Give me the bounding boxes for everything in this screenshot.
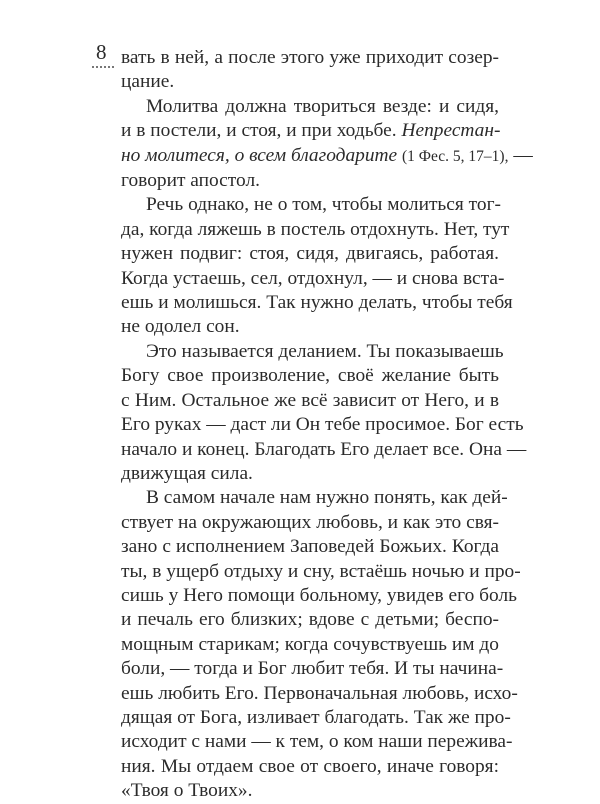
text-line bbox=[121, 119, 499, 143]
scripture-quote: но молитеся, о всем благодарите bbox=[121, 144, 398, 166]
text-line: ешь любить Его. Первоначальная любовь, исхо- bbox=[121, 682, 518, 704]
text-line: Речь однако, не о том, чтобы молиться тог- bbox=[146, 194, 501, 216]
text-line: «Твоя о Твоих». bbox=[121, 780, 253, 802]
text-line: с Ним. Остальное же всё зависит от Него, и в bbox=[121, 389, 499, 411]
text-line: движущая сила. bbox=[121, 462, 253, 484]
text-line: и печаль его близких; вдове с детьми; беспо- bbox=[121, 609, 499, 631]
text-line: вать в ней, а после этого уже приходит созер- bbox=[121, 47, 499, 68]
text-line: не одолел сон. bbox=[121, 316, 240, 338]
paragraph-2 bbox=[121, 95, 533, 194]
text-line: ния. Мы отдаем свое от своего, иначе говоря: bbox=[121, 755, 499, 777]
paragraph-1 bbox=[121, 46, 499, 95]
text-line: В самом начале нам нужно понять, как дей- bbox=[146, 487, 508, 509]
page-number: 8 bbox=[96, 40, 107, 64]
text-line: говорит апостол. bbox=[121, 170, 260, 192]
text-line: ешь и молишься. Так нужно делать, чтобы тебя bbox=[121, 292, 513, 314]
text-body bbox=[121, 46, 533, 804]
text-line: нужен подвиг: стоя, сидя, двигаясь, работая. bbox=[121, 243, 499, 265]
text-line bbox=[121, 144, 533, 169]
text-line: сишь у Него помощи больному, увидев его боль bbox=[121, 584, 517, 606]
page-number-dotted-underline bbox=[92, 66, 114, 68]
text-line: зано с исполнением Заповедей Божьих. Когда bbox=[121, 536, 499, 558]
text-line: мощным старикам; когда сочувствуешь им до bbox=[121, 633, 499, 655]
text-line: ты, в ущерб отдыху и сну, встаёшь ночью и про- bbox=[121, 560, 521, 582]
text-line: цание. bbox=[121, 71, 175, 93]
scripture-quote: Непрестан- bbox=[401, 120, 501, 142]
text-line: Богу свое произволение, своё желание быть bbox=[121, 365, 499, 387]
text-line: ствует на окружающих любовь, и как это свя- bbox=[121, 511, 499, 533]
text-line: Молитва должна твориться везде: и сидя, bbox=[146, 95, 499, 117]
text-line: Когда устаешь, сел, отдохнул, — и снова вста- bbox=[121, 267, 505, 289]
text-line: боли, — тогда и Бог любит тебя. И ты начина- bbox=[121, 658, 504, 680]
text-line: дящая от Бога, изливает благодать. Так же про- bbox=[121, 706, 511, 728]
text-line: да, когда ляжешь в постель отдохнуть. Нет, тут bbox=[121, 218, 510, 240]
text-line: Это называется деланием. Ты показываешь bbox=[146, 340, 504, 362]
em-dash: — bbox=[513, 144, 533, 166]
text-segment: и в постели, и стоя, и при ходьбе. bbox=[121, 120, 397, 142]
text-line: Его руках — даст ли Он тебе просимое. Бог есть bbox=[121, 414, 524, 436]
paragraph-5 bbox=[121, 486, 521, 803]
text-line: исходит с нами — к тем, о ком наши пережива- bbox=[121, 731, 513, 753]
scripture-reference: (1 Фес. 5, 17–1), bbox=[402, 147, 509, 165]
paragraph-3 bbox=[121, 193, 513, 339]
paragraph-4 bbox=[121, 340, 527, 486]
text-line: начало и конец. Благодать Его делает все. Она — bbox=[121, 438, 527, 460]
